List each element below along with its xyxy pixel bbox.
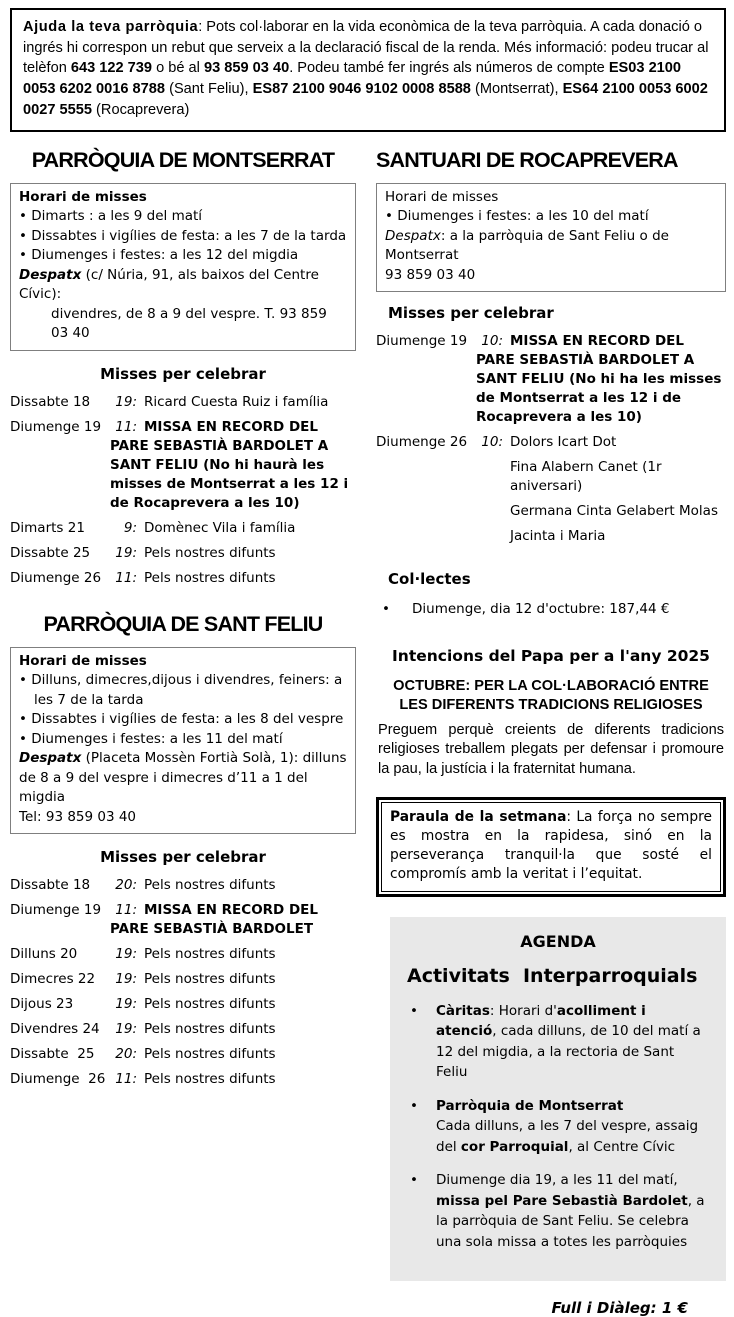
text-segment: Horari de misses (19, 188, 147, 205)
mass-description (110, 945, 356, 964)
text-segment: • Dissabtes i vigílies de festa: a les 7 de la tarda (19, 227, 347, 244)
mass-description (110, 544, 356, 563)
mass-description (476, 332, 726, 427)
mass-list-santfeliu (10, 876, 356, 1089)
right-column (376, 146, 726, 1317)
schedule-line (19, 671, 347, 710)
text-segment: • Diumenges i festes: a les 10 del matí (385, 208, 649, 225)
text-segment: Dolors Icart Dot (510, 434, 617, 451)
mass-time: 19: (115, 393, 137, 410)
list-item (407, 1170, 709, 1252)
text-segment: ES87 2100 9046 9102 0008 8588 (252, 81, 471, 98)
text-segment: Horari de misses (385, 188, 499, 205)
mass-row (376, 433, 726, 546)
schedule-line (19, 266, 347, 305)
mass-entry (110, 876, 356, 895)
mass-date: Dissabte 18 (10, 393, 91, 410)
papal-intentions-title: Intencions del Papa per a l'any 2025 (392, 647, 710, 666)
mass-row (10, 945, 356, 964)
mass-date: Dimarts 21 (10, 519, 85, 536)
text-segment: • Diumenges i festes: a les 12 del migdia (19, 247, 299, 264)
text-segment: Ajuda la teva parròquia (23, 19, 199, 35)
mass-time: 19: (115, 946, 137, 963)
text-segment: : a la parròquia de Sant Feliu o de Montserrat (385, 227, 674, 264)
mass-row (10, 418, 356, 513)
agenda-box (390, 917, 726, 1282)
papal-intentions-body: Preguem perquè creients de diferents tradicions religioses treballem plegats per defensar i promoure la pau, la justícia i la fraternitat humana. (378, 722, 724, 777)
mass-date: Dilluns 20 (10, 946, 78, 963)
text-segment: : Pots col·laborar en la vida econòmica de la teva parròquia. A cada donació o ingrés hi correspon un rebut que serveix a la declaració fiscal de la renda. Més informació: podeu trucar al telèfon (23, 19, 709, 77)
mass-entry (476, 433, 726, 452)
mass-description (110, 901, 356, 939)
text-segment: , cada dilluns, de 10 del matí a 12 del migdia, a la rectoria de Sant Feliu (436, 1023, 701, 1081)
text-segment: , a la parròquia de Sant Feliu. Se celebra una sola missa a totes les parròquies (436, 1192, 705, 1250)
text-segment: Diumenge, dia 12 d'octubre: 187,44 € (412, 601, 670, 618)
mass-date: Dissabte 25 (10, 1046, 95, 1063)
papal-intentions-section (376, 647, 726, 779)
schedule-line (385, 227, 717, 266)
text-segment: MISSA EN RECORD DEL PARE SEBASTIÀ BARDOLET A SANT FELIU (No hi ha les misses de Montserrat a les 12 i de Rocaprevera a les 10) (476, 333, 722, 426)
mass-schedule-box-rocaprevera (376, 183, 726, 293)
mass-entry (110, 519, 356, 538)
text-segment: Tel: 93 859 03 40 (19, 808, 137, 825)
agenda-subtitle: Activitats Interparroquials (407, 964, 698, 987)
mass-description (110, 970, 356, 989)
mass-time: 11: (115, 418, 137, 435)
text-segment: (c/ Núria, 91, als baixos del Centre Cívic): (19, 266, 324, 303)
mass-entry (110, 544, 356, 563)
mass-description (110, 418, 356, 513)
schedule-line (385, 188, 717, 208)
parish-title-rocaprevera: SANTUARI DE ROCAPREVERA (376, 147, 678, 172)
mass-time: 20: (115, 1046, 137, 1063)
list-item-text (436, 1096, 709, 1158)
mass-row (376, 332, 726, 427)
mass-row (10, 1070, 356, 1089)
text-segment: Pels nostres difunts (144, 971, 276, 988)
text-segment: Domènec Vila i família (144, 519, 296, 536)
mass-time: 10: (481, 434, 503, 451)
collectes-list (376, 600, 726, 619)
agenda-title: AGENDA (520, 931, 596, 951)
text-segment: ES03 2100 0053 6202 0016 8788 (23, 60, 682, 98)
mass-date: Diumenge 26 (10, 569, 102, 586)
mass-description (110, 995, 356, 1014)
bullet-icon: • (410, 1097, 418, 1114)
mass-date: Dissabte 18 (10, 877, 91, 894)
text-segment: Diumenge dia 19, a les 11 del matí, (436, 1172, 678, 1189)
text-segment: • Dissabtes i vigílies de festa: a les 8 del vespre (19, 711, 344, 728)
mass-time: 19: (115, 996, 137, 1013)
text-segment: Pels nostres difunts (144, 877, 276, 894)
text-segment: Paraula de la setmana (390, 808, 567, 825)
text-segment: Despatx (19, 750, 82, 767)
mass-time: 10: (481, 333, 503, 350)
text-segment: Fina Alabern Canet (1r aniversari) (510, 459, 662, 495)
bulletin-price: Full i Diàleg: 1 € (551, 1299, 688, 1317)
mass-time: 20: (115, 877, 137, 894)
text-segment: Ricard Cuesta Ruiz i família (144, 393, 329, 410)
schedule-line (19, 808, 347, 828)
parish-title-santfeliu: PARRÒQUIA DE SANT FELIU (43, 611, 323, 636)
mass-entry (110, 418, 356, 513)
schedule-line (19, 749, 351, 808)
text-segment: Cada dilluns, a les 7 del vespre, assaig del (436, 1118, 699, 1155)
text-segment: ES64 2100 0053 6002 0027 5555 (23, 81, 708, 118)
text-segment: Despatx (19, 266, 82, 283)
text-segment: (Sant Feliu), (165, 81, 253, 98)
mass-time: 19: (115, 544, 137, 561)
schedule-line (19, 305, 347, 344)
parish-title-montserrat: PARRÒQUIA DE MONTSERRAT (31, 147, 335, 172)
text-segment: Jacinta i Maria (510, 528, 606, 545)
mass-time: 19: (115, 971, 137, 988)
mass-time: 9: (123, 519, 137, 536)
text-segment: Pels nostres difunts (144, 1021, 276, 1038)
mass-time: 11: (115, 902, 137, 919)
mass-schedule-box-santfeliu (10, 647, 356, 835)
text-segment: Parròquia de Montserrat (436, 1097, 624, 1114)
mass-time: 19: (115, 1021, 137, 1038)
text-segment: 643 122 739 (70, 60, 153, 77)
left-column (10, 146, 356, 1317)
mass-row (10, 569, 356, 588)
text-segment: Càritas (436, 1002, 490, 1019)
mass-entry (110, 1070, 356, 1089)
mass-date: Diumenge 19 (10, 418, 102, 435)
mass-entry (110, 995, 356, 1014)
text-segment: divendres, de 8 a 9 del vespre. T. 93 859 03 40 (51, 305, 332, 342)
mass-entry (110, 1045, 356, 1064)
schedule-line (19, 246, 347, 266)
mass-entry (476, 332, 726, 427)
mass-description (110, 1070, 356, 1089)
mass-date: Dijous 23 (10, 996, 74, 1013)
mass-description (110, 393, 356, 412)
mass-description (110, 1045, 356, 1064)
mass-entry (110, 393, 356, 412)
text-segment: 93 859 03 40 (385, 266, 476, 283)
text-segment: acolliment i atenció (436, 1002, 646, 1040)
donation-notice (10, 8, 726, 132)
text-segment: (Rocaprevera) (92, 101, 190, 118)
mass-date: Diumenge 26 (10, 1071, 106, 1088)
schedule-line (385, 207, 717, 227)
text-segment: missa pel Pare Sebastià Bardolet (436, 1192, 688, 1209)
text-segment: Pels nostres difunts (144, 569, 276, 586)
text-segment: . Podeu també fer ingrés als números de compte (289, 60, 609, 77)
text-segment: • Dilluns, dimecres,dijous i divendres, feiners: a les 7 de la tarda (19, 672, 347, 708)
agenda-list (407, 1001, 709, 1253)
schedule-line (385, 266, 717, 286)
text-segment: MISSA EN RECORD DEL PARE SEBASTIÀ BARDOLET (110, 902, 318, 938)
list-item-text (412, 600, 726, 619)
bullet-icon: • (410, 1172, 418, 1189)
text-segment: Pels nostres difunts (144, 1071, 276, 1088)
mass-row (10, 1045, 356, 1064)
mass-row (10, 901, 356, 939)
text-segment: Horari de misses (19, 652, 147, 669)
mass-entry-extra (510, 527, 726, 546)
mass-entry (110, 970, 356, 989)
collectes-heading: Col·lectes (388, 570, 471, 589)
two-column-layout (10, 146, 726, 1317)
mass-entry (110, 945, 356, 964)
bullet-icon: • (410, 1002, 418, 1019)
word-of-the-week-box (376, 797, 726, 897)
text-segment: Despatx (385, 227, 441, 244)
text-segment: • Dimarts : a les 9 del matí (19, 208, 203, 225)
text-segment: Pels nostres difunts (144, 996, 276, 1013)
list-item (407, 1001, 709, 1083)
masses-heading-rocaprevera: Misses per celebrar (388, 304, 554, 323)
mass-description (110, 519, 356, 538)
papal-intentions-subtitle: OCTUBRE: PER LA COL·LABORACIÓ ENTRE LES DIFERENTS TRADICIONS RELIGIOSES (393, 678, 709, 714)
text-segment: Germana Cinta Gelabert Molas (510, 503, 718, 520)
schedule-line (19, 188, 347, 208)
mass-date: Dissabte 25 (10, 544, 91, 561)
schedule-line (19, 207, 347, 227)
schedule-line (19, 652, 347, 672)
mass-date: Divendres 24 (10, 1021, 100, 1038)
masses-heading-santfeliu: Misses per celebrar (100, 848, 266, 867)
text-segment: : Horari d' (489, 1002, 557, 1019)
mass-row (10, 393, 356, 412)
mass-entry (110, 569, 356, 588)
schedule-line (19, 730, 347, 750)
bullet-icon: • (382, 601, 390, 618)
mass-date: Diumenge 19 (10, 902, 102, 919)
mass-row (10, 519, 356, 538)
text-segment: Pels nostres difunts (144, 1046, 276, 1063)
mass-date: Dimecres 22 (10, 971, 96, 988)
mass-entry-extra (510, 502, 726, 521)
mass-row (10, 970, 356, 989)
mass-row (10, 544, 356, 563)
schedule-line (19, 227, 347, 247)
mass-description (476, 433, 726, 546)
masses-heading-montserrat: Misses per celebrar (100, 364, 266, 383)
mass-time: 11: (115, 1071, 137, 1088)
text-segment: 93 859 03 40 (203, 60, 290, 77)
text-segment: cor Parroquial (460, 1138, 569, 1155)
list-item-text (436, 1170, 709, 1252)
text-segment: Pels nostres difunts (144, 544, 276, 561)
mass-row (10, 995, 356, 1014)
text-segment: MISSA EN RECORD DEL PARE SEBASTIÀ BARDOLET A SANT FELIU (No hi haurà les misses de Montserrat a les 12 i de Rocaprevera a les 10) (110, 418, 349, 511)
mass-schedule-box-montserrat (10, 183, 356, 351)
text-segment: : La força no sempre es mostra en la rapidesa, sinó en la perseverança tranquil·la que sosté el compromís amb la veritat i l’equitat. (390, 808, 712, 882)
text-segment: (Montserrat), (470, 81, 563, 98)
mass-date: Diumenge 26 (376, 434, 468, 451)
mass-date: Diumenge 19 (376, 333, 468, 350)
mass-list-montserrat (10, 393, 356, 588)
mass-time: 11: (115, 569, 137, 586)
text-segment: Pels nostres difunts (144, 946, 276, 963)
mass-list-rocaprevera (376, 332, 726, 546)
mass-description (110, 876, 356, 895)
text-segment: o bé al (152, 60, 204, 77)
mass-entry-extra (510, 458, 726, 496)
mass-description (110, 569, 356, 588)
text-segment: , al Centre Cívic (568, 1138, 676, 1155)
list-item (407, 1096, 709, 1158)
schedule-line (19, 710, 347, 730)
mass-entry (110, 901, 356, 939)
text-segment: (Placeta Mossèn Fortià Solà, 1): dilluns de 8 a 9 del vespre i dimecres d’11 a 1 del migdia (19, 750, 351, 806)
list-item-text (436, 1001, 709, 1083)
text-segment: • Diumenges i festes: a les 11 del matí (19, 730, 283, 747)
mass-row (10, 876, 356, 895)
list-item (376, 600, 726, 619)
